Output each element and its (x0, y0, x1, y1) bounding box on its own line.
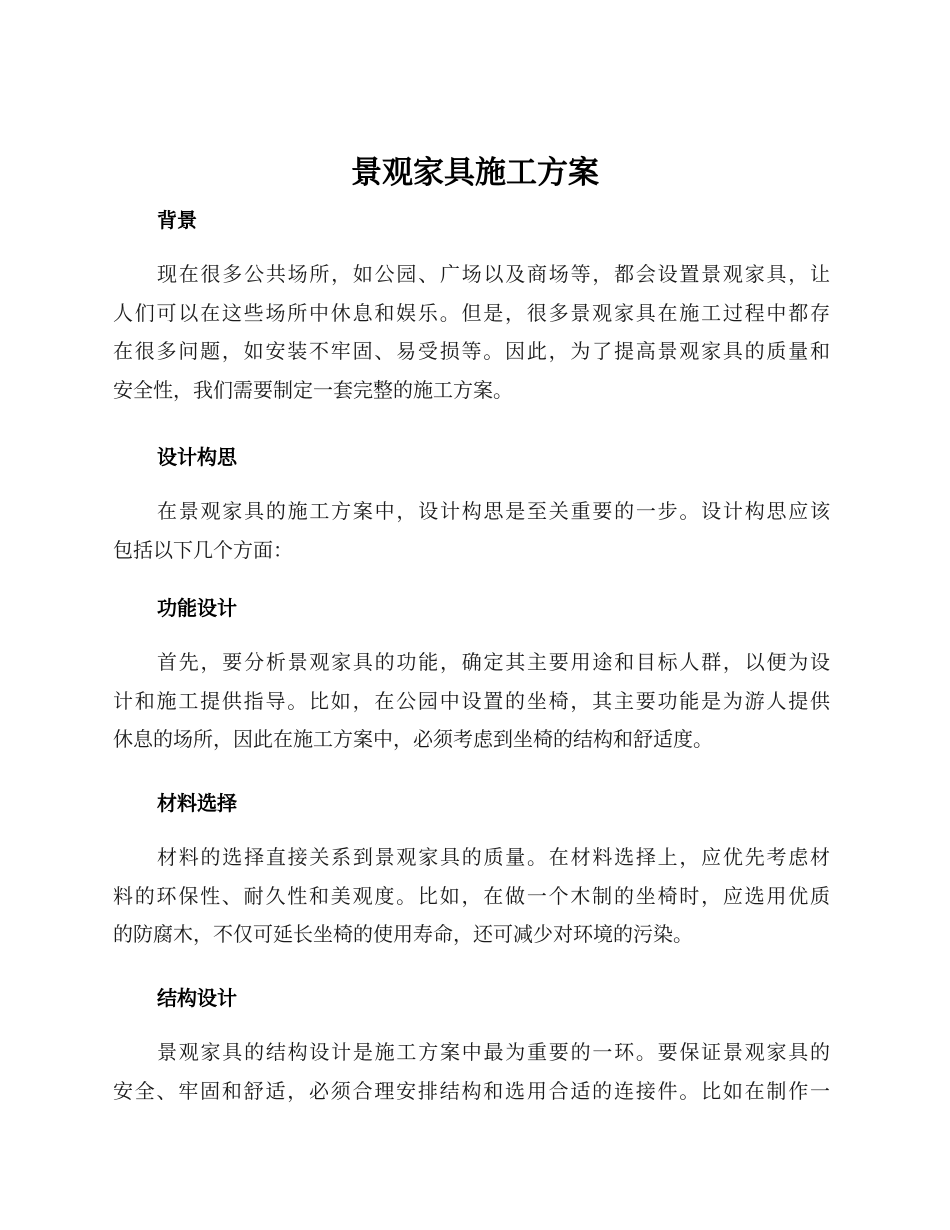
paragraph-line: 现在很多公共场所，如公园、广场以及商场等，都会设置景观家具，让 (157, 262, 830, 286)
section-paragraph-design-concept (113, 492, 830, 569)
paragraph-line: 安全、牢固和舒适，必须合理安排结构和选用合适的连接件。比如在制作一 (113, 1078, 830, 1103)
paragraph-line: 的防腐木，不仅可延长坐椅的使用寿命，还可减少对环境的污染。 (113, 922, 693, 946)
paragraph-line: 人们可以在这些场所中休息和娱乐。但是，很多景观家具在施工过程中都存 (113, 300, 830, 325)
paragraph-line: 首先，要分析景观家具的功能，确定其主要用途和目标人群，以便为设 (157, 650, 830, 674)
section-heading-structure-design: 结构设计 (157, 986, 237, 1010)
paragraph-line: 包括以下几个方面： (113, 537, 293, 562)
paragraph-line: 在很多问题，如安装不牢固、易受损等。因此，为了提高景观家具的质量和 (113, 339, 830, 363)
paragraph-line: 景观家具的结构设计是施工方案中最为重要的一环。要保证景观家具的 (157, 1040, 830, 1064)
section-heading-design-concept: 设计构思 (157, 445, 237, 469)
document-title: 景观家具施工方案 (351, 155, 599, 191)
paragraph-line: 材料的选择直接关系到景观家具的质量。在材料选择上，应优先考虑材 (157, 845, 830, 869)
paragraph-line: 休息的场所，因此在施工方案中，必须考虑到坐椅的结构和舒适度。 (113, 727, 713, 751)
paragraph-line: 安全性，我们需要制定一套完整的施工方案。 (113, 377, 513, 402)
section-paragraph-background (113, 255, 830, 409)
paragraph-line: 在景观家具的施工方案中，设计构思是至关重要的一步。设计构思应该 (157, 499, 830, 523)
section-heading-function-design: 功能设计 (157, 596, 237, 620)
section-paragraph-structure-design (113, 1033, 830, 1110)
section-paragraph-material-selection (113, 838, 830, 954)
paragraph-line: 计和施工提供指导。比如，在公园中设置的坐椅，其主要功能是为游人提供 (113, 688, 830, 713)
section-heading-material-selection: 材料选择 (157, 791, 237, 815)
section-heading-background: 背景 (157, 208, 197, 232)
paragraph-line: 料的环保性、耐久性和美观度。比如，在做一个木制的坐椅时，应选用优质 (113, 883, 830, 908)
section-paragraph-function-design (113, 643, 830, 759)
